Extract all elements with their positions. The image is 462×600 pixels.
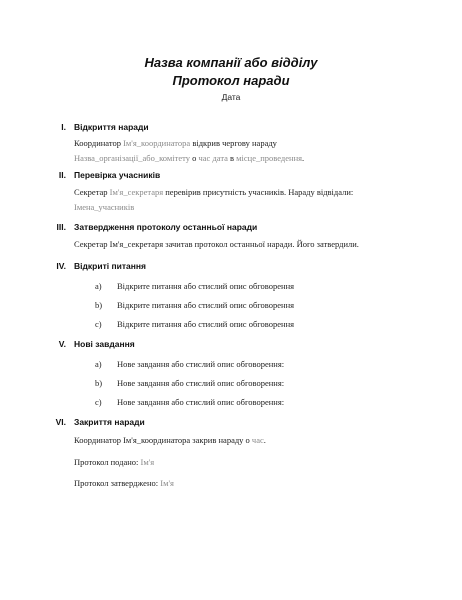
section-heading: Закриття наради	[74, 417, 145, 427]
item-label: c)	[95, 319, 102, 329]
text-run: Секретар Ім'я_секретаря зачитав протокол останньої наради. Його затвердили.	[74, 239, 359, 249]
placeholder-field: час	[198, 153, 211, 163]
item-text: Відкрите питання або стислий опис обговорення	[117, 281, 295, 291]
opening-paragraph	[74, 136, 384, 166]
section-number: I.	[61, 122, 66, 132]
section-heading: Затвердження протоколу останньої наради	[74, 222, 258, 232]
item-text: Нове завдання або стислий опис обговорення:	[117, 359, 285, 369]
section-number: VI.	[55, 417, 66, 427]
text-run: в	[227, 153, 237, 163]
document-title: Протокол наради	[172, 73, 290, 88]
text-run: Протокол подано:	[74, 457, 141, 467]
placeholder-field: Імена_учасників	[74, 202, 135, 212]
section-number: II.	[58, 170, 66, 180]
item-label: c)	[95, 397, 102, 407]
meeting-date: Дата	[221, 92, 241, 102]
text-run: о	[189, 153, 199, 163]
approved-by	[74, 476, 384, 491]
text-run: .	[263, 435, 266, 445]
placeholder-field: Назва_організації_або_комітету	[74, 153, 190, 163]
text-run: перевірив присутність учасників. Нараду відвідали:	[163, 187, 354, 197]
section-heading: Перевірка учасників	[74, 170, 161, 180]
submitted-by	[74, 455, 384, 470]
placeholder-field: Ім'я_координатора	[123, 138, 191, 148]
placeholder-field: Ім'я	[160, 478, 174, 488]
approval-paragraph	[74, 237, 394, 252]
placeholder-field: Ім'я	[140, 457, 155, 467]
text-run: Протокол затверджено:	[74, 478, 161, 488]
item-label: a)	[95, 281, 102, 291]
item-text: Нове завдання або стислий опис обговорення:	[117, 397, 285, 407]
closing-paragraph	[74, 433, 384, 448]
text-run: Секретар	[74, 187, 110, 197]
text-run: відкрив чергову нараду	[190, 138, 277, 148]
item-label: b)	[95, 300, 103, 310]
item-label: a)	[95, 359, 102, 369]
section-heading: Відкриття наради	[74, 122, 149, 132]
item-text: Нове завдання або стислий опис обговорення:	[117, 378, 285, 388]
section-number: IV.	[56, 261, 66, 271]
placeholder-field: час	[251, 435, 264, 445]
section-number: V.	[58, 339, 66, 349]
section-number: III.	[56, 222, 66, 232]
item-text: Відкрите питання або стислий опис обговорення	[117, 319, 295, 329]
company-title: Назва компанії або відділу	[144, 55, 318, 70]
text-run: Координатор	[74, 138, 124, 148]
section-heading: Нові завдання	[74, 339, 135, 349]
text-run: Координатор Ім'я_координатора закрив нараду о	[74, 435, 252, 445]
placeholder-field: дата	[212, 153, 228, 163]
attendance-paragraph	[74, 185, 384, 215]
item-label: b)	[95, 378, 103, 388]
placeholder-field: Ім'я_секретаря	[109, 187, 164, 197]
item-text: Відкрите питання або стислий опис обговорення	[117, 300, 295, 310]
placeholder-field: місце_проведення	[236, 153, 303, 163]
text-run: .	[302, 153, 305, 163]
section-heading: Відкриті питання	[74, 261, 146, 271]
